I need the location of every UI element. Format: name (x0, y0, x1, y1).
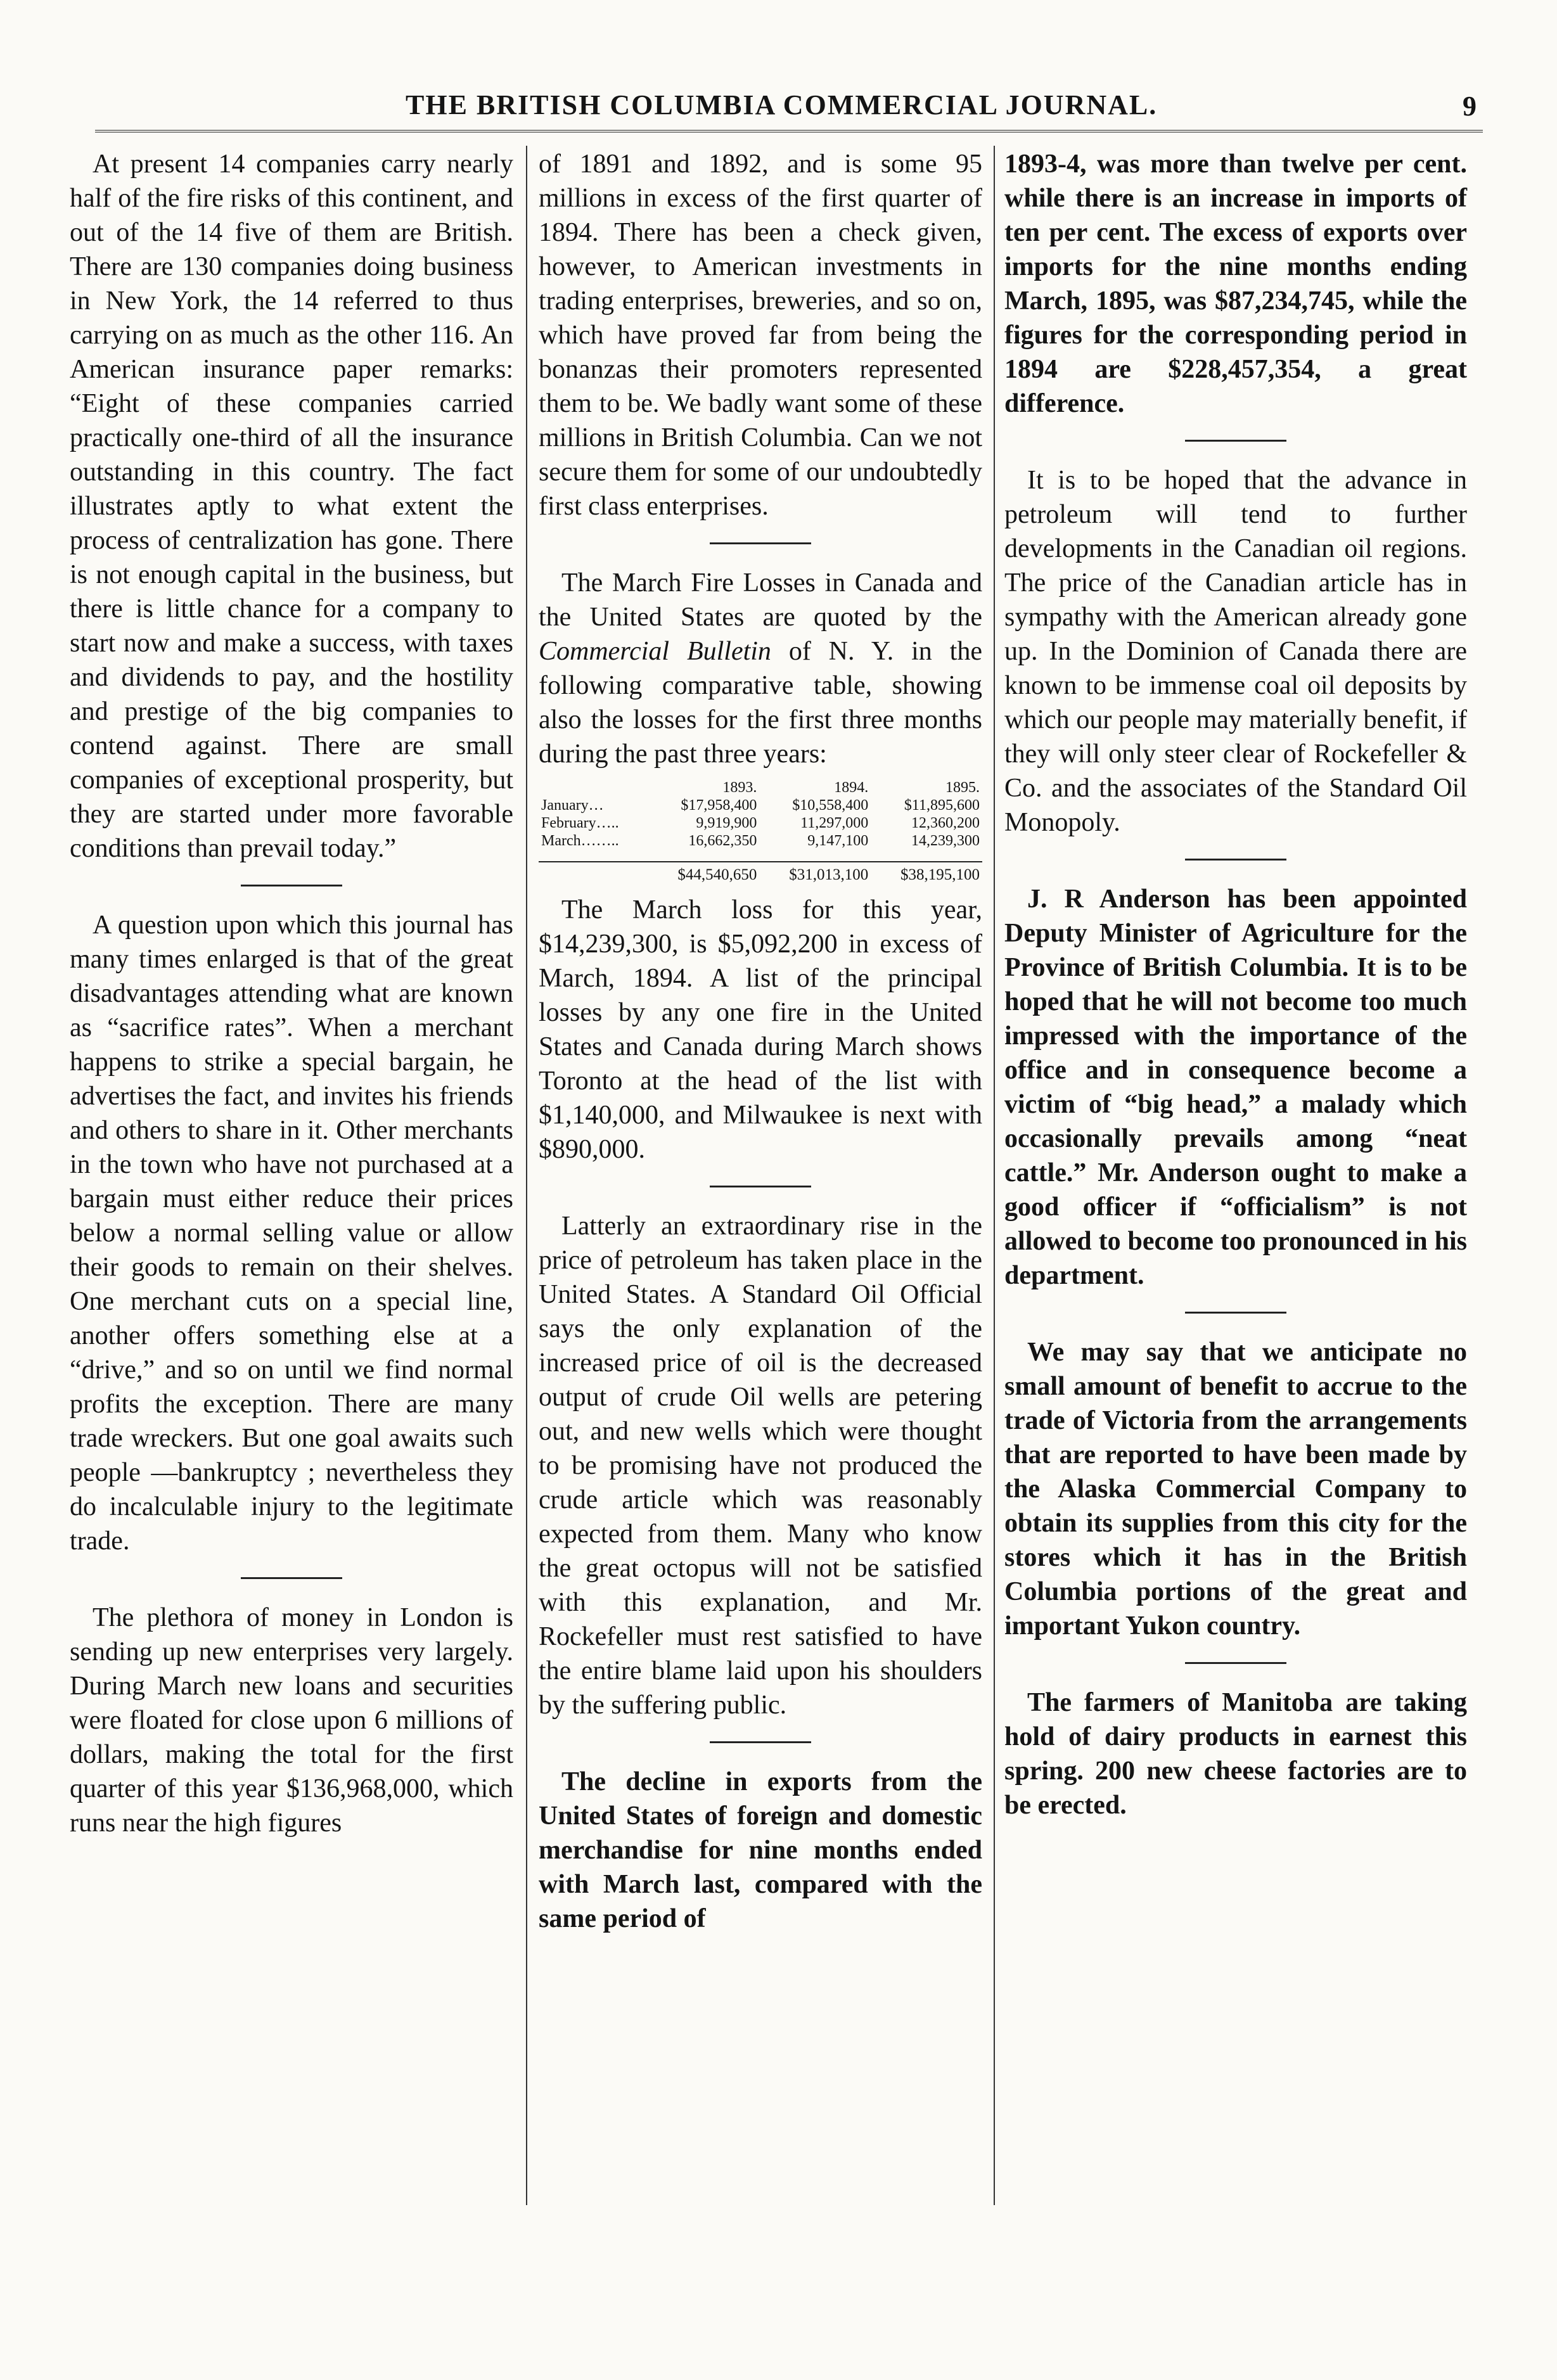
article-separator (1185, 1662, 1286, 1664)
article-alaska-commercial: We may say that we anticipate no small amount of benefit to accrue to the trade of Victoria from the arrangements that are reported to have been made by the Alaska Commercial Company to obtain its supplies from this city for the stores which it has in the British Columbia portions of the great and important Yukon country. (1004, 1338, 1467, 1641)
article-insurance-companies: At present 14 companies carry nearly half of the fire risks of this continent, and out of the 14 five of them are British. There are 130 companies doing business in New York, the 14 referred to thus carrying on as much as the other 116. An American insurance paper remarks: “Eight of these companies carried practically one-third of all the insurance outstanding in this country. The fact illustrates aptly to what extent the process of centralization has gone. There is not enough capital in the business, but there is little chance for a company to start now and make a success, with taxes and dividends to pay, and the hostility and prestige of the big companies to contend against. There are small companies of exceptional prosperity, but they are started under more favorable conditions than prevail today.” (70, 150, 513, 863)
running-head: THE BRITISH COLUMBIA COMMERCIAL JOURNAL. (406, 89, 1158, 120)
page-header (95, 89, 1477, 127)
article-canadian-oil: It is to be hoped that the advance in petroleum will tend to further developments in the Canadian oil regions. The price of the Canadian article has in sympathy with the American already gone up. In the Dominion of Canada there are known to be immense coal oil deposits by which our people may materially benefit, if they will only steer clear of Rockefeller & Co. and the associates of the Standard Oil Monopoly. (1004, 466, 1467, 837)
table-cell: $38,195,100 (871, 862, 982, 884)
article-separator (1185, 1312, 1286, 1314)
table-cell: $10,558,400 (792, 797, 869, 814)
article-march-loss: The March loss for this year, $14,239,300, is $5,092,200 in excess of March, 1894. A list of the principal losses by any one fire in the United States and Canada during March shows Toronto at the head of the list with $1,140,000, and Milwaukee is next with $890,000. (539, 895, 982, 1164)
table-cell: $11,895,600 (904, 797, 980, 814)
table-cell: 11,297,000 (800, 815, 869, 831)
table-header-row (539, 779, 982, 797)
fire-losses-text-a: The March Fire Losses in Canada and the United States are quoted by the (539, 568, 982, 632)
article-exports-continued: 1893-4, was more than twelve per cent. while there is an increase in imports of ten per cent. The excess of exports over imports for the nine months ending March, 1895, was $87,234,745, while the figures for the corresponding period in 1894 are $228,457,354, a great difference. (1004, 150, 1467, 418)
column-3 (1004, 147, 1467, 1822)
fire-losses-text-b: of N. Y. in the following comparative table, showing also the losses for the first three months during the past three years: (539, 637, 982, 769)
table-cell: $31,013,100 (759, 862, 871, 884)
article-exports-decline: The decline in exports from the United States of foreign and domestic merchandise for nine months ended with March last, compared with the same period of (539, 1767, 982, 1933)
table-header-cell: 1894. (834, 779, 869, 796)
article-separator (1185, 440, 1286, 442)
article-separator (241, 885, 342, 886)
article-deputy-minister: J. R Anderson has been appointed Deputy Minister of Agriculture for the Province of British Columbia. It is to be hoped that he will not become too much impressed with the importance of the office and in consequence become a victim of “big head,” a malady which occasionally prevails among “neat cattle.” Mr. Anderson ought to make a good officer if “officialism” is not allowed to become too pronounced in his department. (1004, 885, 1467, 1290)
table-spacer (539, 850, 982, 862)
table-totals-row (539, 862, 982, 884)
table-cell: March…….. (541, 833, 619, 849)
table-header-cell: 1893. (722, 779, 757, 796)
article-sacrifice-rates: A question upon which this journal has many times enlarged is that of the great disadvantages attending what are known as “sacrifice rates”. When a merchant happens to strike a special bargain, he advertises the fact, and invites his friends and others to share in it. Other merchants in the town who have not purchased at a bargain must either reduce their prices below a normal selling value or allow their goods to remain on their shelves. One merchant cuts on a special line, another offers something else at a “drive,” and so on until we find normal profits the exception. There are many trade wreckers. But one goal awaits such people —bankruptcy ; nevertheless they do incalculable injury to the legitimate trade. (70, 911, 513, 1556)
table-cell: $17,958,400 (681, 797, 757, 814)
table-cell: 14,239,300 (911, 833, 980, 849)
column-2 (539, 147, 982, 1936)
table-cell: 16,662,350 (688, 833, 757, 849)
article-separator (710, 542, 811, 544)
table-row (539, 814, 982, 832)
table-row (539, 832, 982, 850)
article-london-money-continued: of 1891 and 1892, and is some 95 millions in excess of the first quarter of 1894. There has been a check given, however, to American investments in trading enterprises, breweries, and so on, which have proved far from being the bonanzas their promoters represented them to be. We badly want some of these millions in British Columbia. Can we not secure them for some of our undoubtedly first class enterprises. (539, 150, 982, 521)
table-cell: 9,919,900 (696, 815, 757, 831)
column-rule-2 (994, 146, 995, 2205)
page-number: 9 (1463, 91, 1477, 122)
article-separator (710, 1741, 811, 1743)
table-cell: January… (541, 797, 604, 814)
article-fire-losses-intro (539, 566, 982, 771)
article-separator (710, 1186, 811, 1187)
article-separator (241, 1577, 342, 1579)
column-1 (70, 147, 513, 1840)
table-row (539, 797, 982, 814)
table-header-cell: 1895. (945, 779, 980, 796)
source-publication: Commercial Bulletin (539, 637, 771, 666)
table-cell (539, 862, 648, 884)
article-separator (1185, 859, 1286, 861)
header-rule (95, 130, 1483, 132)
table-header-cell (539, 779, 648, 797)
table-cell: 9,147,100 (807, 833, 869, 849)
fire-losses-table (539, 779, 982, 884)
column-rule-1 (526, 146, 527, 2205)
table-cell: February….. (541, 815, 619, 831)
table-cell: $44,540,650 (648, 862, 760, 884)
table-cell: 12,360,200 (911, 815, 980, 831)
article-london-money: The plethora of money in London is sending up new enterprises very largely. During March new loans and securities were floated for close upon 6 millions of dollars, making the total for the first quarter of this year $136,968,000, which runs near the high figures (70, 1603, 513, 1838)
article-manitoba-dairy: The farmers of Manitoba are taking hold of dairy products in earnest this spring. 200 new cheese factories are to be erected. (1004, 1688, 1467, 1820)
article-petroleum-rise: Latterly an extraordinary rise in the price of petroleum has taken place in the United States. A Standard Oil Official says the only explanation of the increased price of oil is the decreased output of crude Oil wells are petering out, and new wells which were thought to be promising have not produced the crude article which was reasonably expected from them. Many who know the great octopus will not be satisfied with this explanation, and Mr. Rockefeller must rest satisfied to have the entire blame laid upon his shoulders by the suffering public. (539, 1212, 982, 1720)
